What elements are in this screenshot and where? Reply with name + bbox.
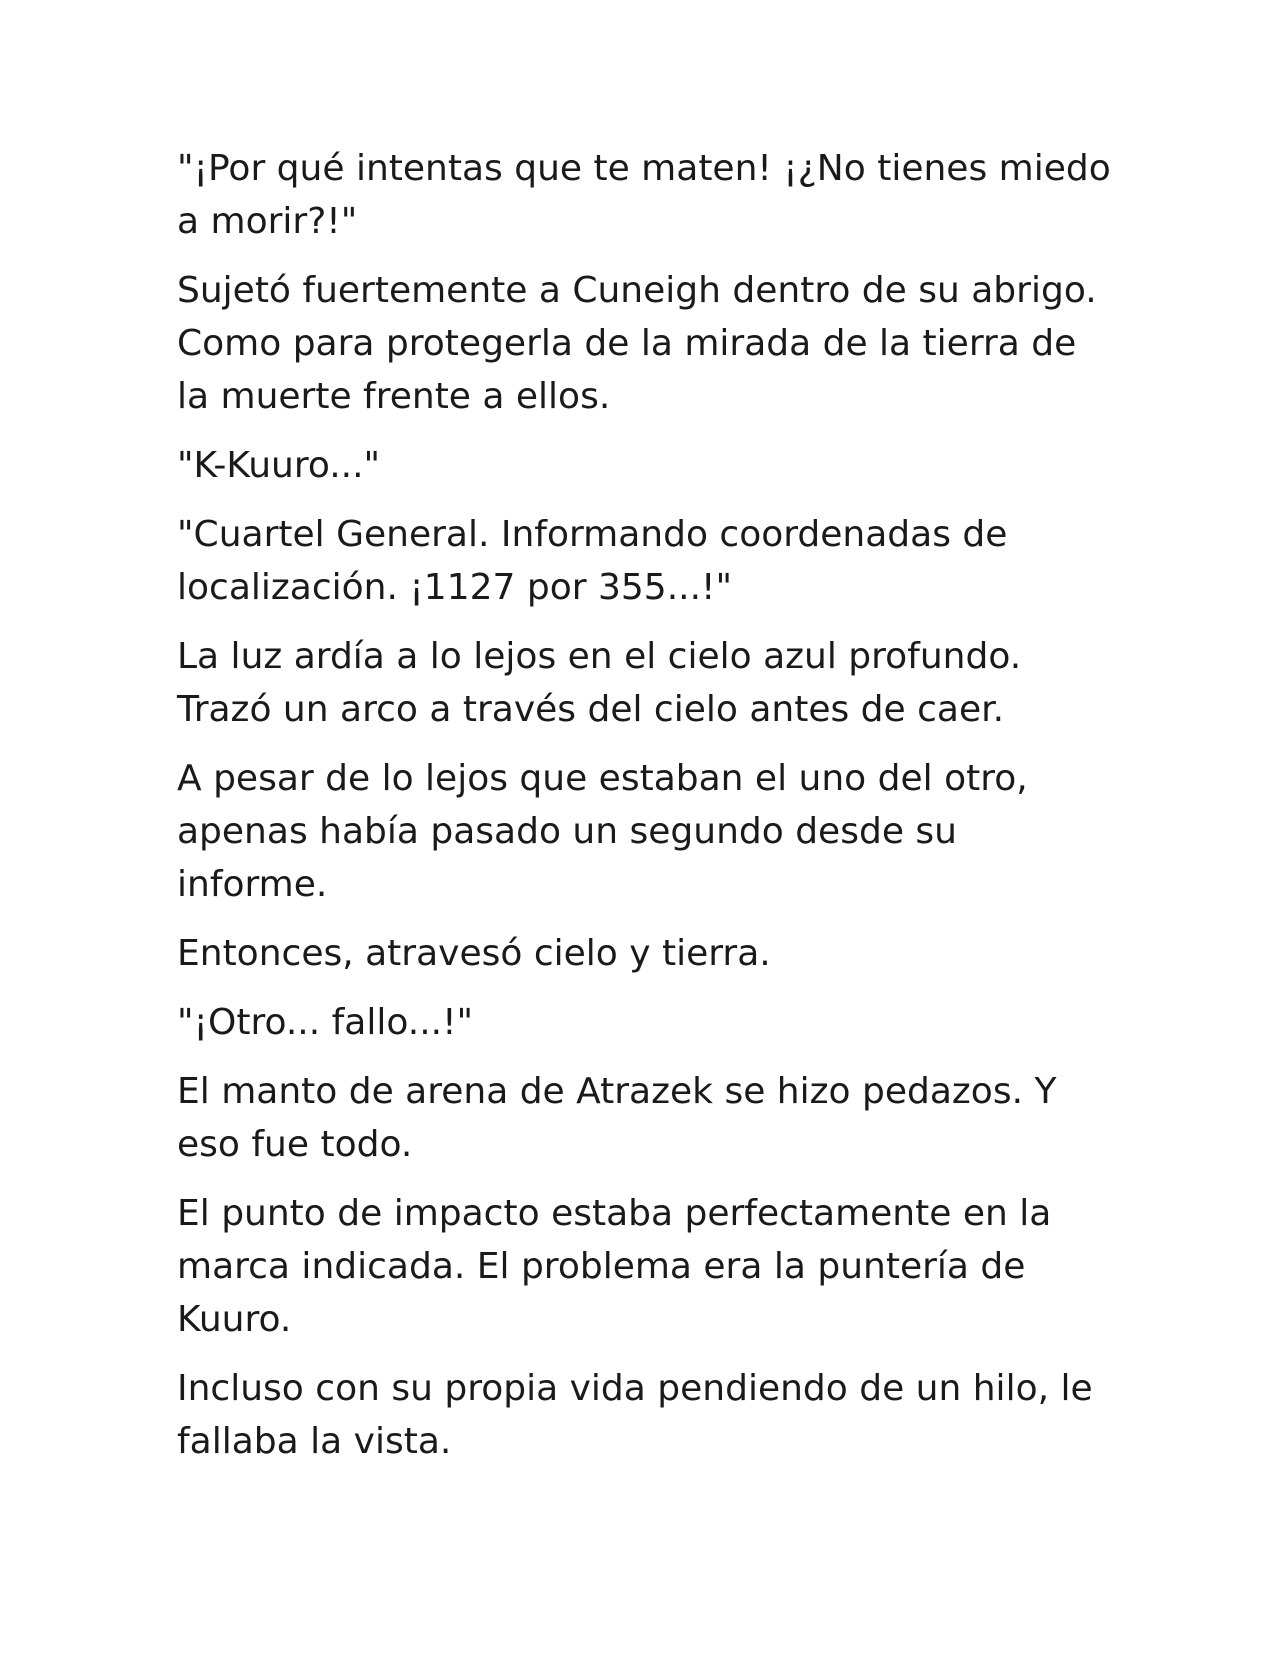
paragraph-7: Entonces, atravesó cielo y tierra. — [177, 933, 771, 974]
document-page — [177, 142, 1117, 1484]
paragraph-4: "Cuartel General. Informando coordenadas de localización. ¡1127 por 355...!" — [177, 514, 1008, 608]
paragraph-5: La luz ardía a lo lejos en el cielo azul profundo. Trazó un arco a través del cielo antes de caer. — [177, 636, 1022, 730]
paragraph-11: Incluso con su propia vida pendiendo de un hilo, le fallaba la vista. — [177, 1368, 1093, 1462]
paragraph-3: "K-Kuuro..." — [177, 445, 381, 486]
paragraph-8: "¡Otro... fallo...!" — [177, 1002, 474, 1043]
paragraph-2: Sujetó fuertemente a Cuneigh dentro de su abrigo. Como para protegerla de la mirada de la tierra de la muerte frente a ellos. — [177, 270, 1097, 417]
paragraph-9: El manto de arena de Atrazek se hizo pedazos. Y eso fue todo. — [177, 1071, 1057, 1165]
paragraph-6: A pesar de lo lejos que estaban el uno del otro, apenas había pasado un segundo desde su informe. — [177, 758, 1028, 905]
paragraph-1: "¡Por qué intentas que te maten! ¡¿No tienes miedo a morir?!" — [177, 148, 1111, 242]
paragraph-10: El punto de impacto estaba perfectamente en la marca indicada. El problema era la puntería de Kuuro. — [177, 1193, 1052, 1340]
